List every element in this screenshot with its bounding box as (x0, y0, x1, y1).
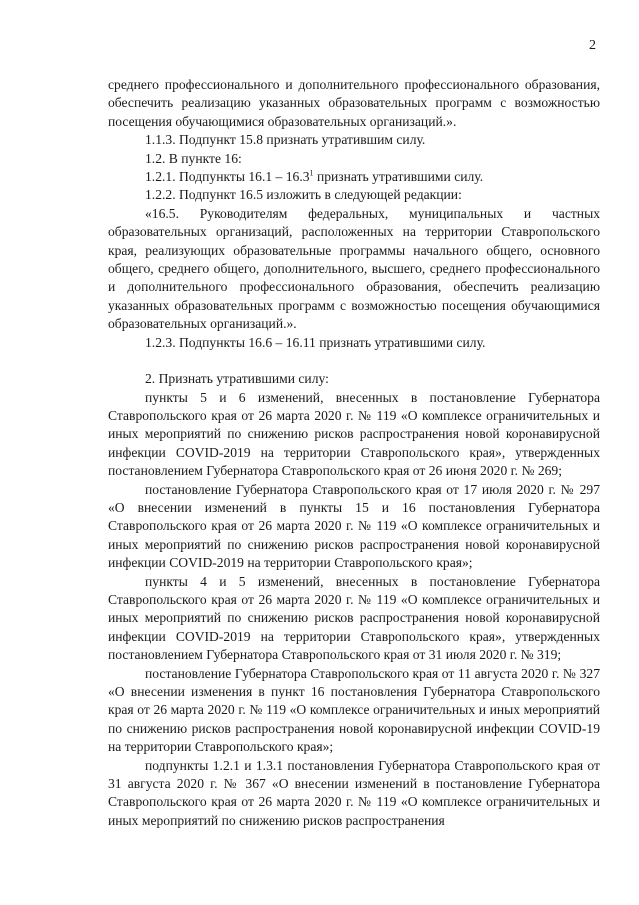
superscript-marker: 1 (309, 168, 314, 178)
paragraph-gap (108, 352, 600, 370)
paragraph-item-367: подпункты 1.2.1 и 1.3.1 постановления Губернатора Ставропольского края от 31 августа 2020 г. № 367 «О внесении изменений в постановление Губернатора Ставропольского края от 26 марта 2020 г. № 119 «О комплексе ограничительных и иных мероприятий по снижению рисков распространения (108, 757, 600, 828)
paragraph-1-2-1 (108, 168, 600, 186)
paragraph-item-319: пункты 4 и 5 изменений, внесенных в постановление Губернатора Ставропольского края от 26 марта 2020 г. № 119 «О комплексе ограничительных и иных мероприятий по снижению рисков распространения новой коронавирусной инфекции COVID-2019 на территории Ставропольского края», утвержденных постановлением Губернатора Ставропольского края от 31 июля 2020 г. № 319; (108, 573, 600, 663)
document-body (108, 76, 600, 830)
paragraph-1-2-1-tail: признать утратившими силу. (313, 169, 484, 185)
paragraph-2: 2. Признать утратившими силу: (145, 371, 329, 387)
paragraph-item-327: постановление Губернатора Ставропольского края от 11 августа 2020 г. № 327 «О внесении изменения в пункт 16 постановления Губернатора Ставропольского края от 26 марта 2020 г. № 119 «О комплексе ограничительных и иных мероприятий по снижению рисков распространения новой коронавирусной инфекции COVID-19 на территории Ставропольского края»; (108, 665, 600, 755)
paragraph-continuation: среднего профессионального и дополнительного профессионального образования, обеспечить реализацию указанных образовательных программ с возможностью посещения обучающимися образовательных организаций.». (108, 77, 600, 129)
paragraph-16-5: «16.5. Руководителям федеральных, муниципальных и частных образовательных организаций, расположенных на территории Ставропольского края, реализующих образовательные программы начального общего, основного общего, среднего общего, дополнительного, высшего, среднего профессионального и дополнительного профессионального образования, обеспечить реализацию указанных образовательных программ с возможностью посещения обучающимися образовательных организаций.». (108, 205, 600, 332)
paragraph-1-2-1-text: 1.2.1. Подпункты 16.1 – 16.3 (145, 169, 310, 185)
page-number: 2 (589, 38, 596, 53)
paragraph-item-269: пункты 5 и 6 изменений, внесенных в постановление Губернатора Ставропольского края от 26 марта 2020 г. № 119 «О комплексе ограничительных и иных мероприятий по снижению рисков распространения новой коронавирусной инфекции COVID-2019 на территории Ставропольского края», утвержденных постановлением Губернатора Ставропольского края от 26 июня 2020 г. № 269; (108, 389, 600, 479)
paragraph-item-297: постановление Губернатора Ставропольского края от 17 июля 2020 г. № 297 «О внесении изменений в пункты 15 и 16 постановления Губернатора Ставропольского края от 26 марта 2020 г. № 119 «О комплексе ограничительных и иных мероприятий по снижению рисков распространения новой коронавирусной инфекции COVID-2019 на территории Ставропольского края»; (108, 481, 600, 571)
paragraph-1-2-3: 1.2.3. Подпункты 16.6 – 16.11 признать утратившими силу. (145, 334, 486, 350)
paragraph-1-2-2: 1.2.2. Подпункт 16.5 изложить в следующей редакции: (145, 187, 462, 203)
paragraph-1-1-3: 1.1.3. Подпункт 15.8 признать утратившим силу. (145, 132, 426, 148)
paragraph-1-2: 1.2. В пункте 16: (145, 150, 242, 166)
